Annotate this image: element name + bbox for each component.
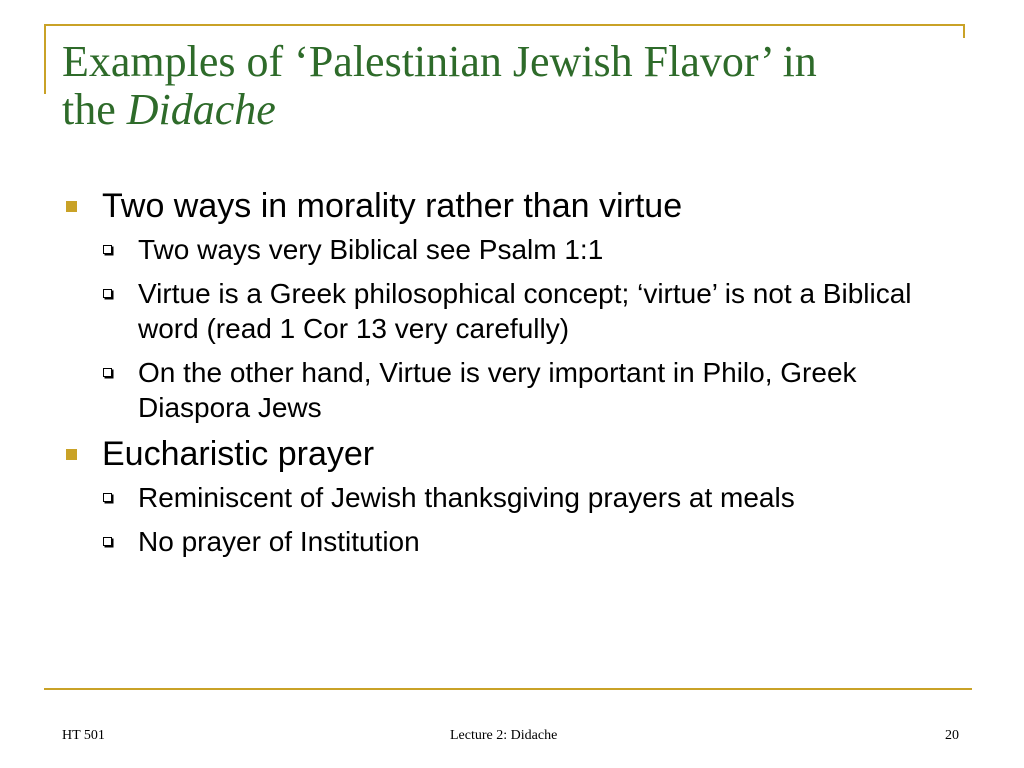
square-bullet-icon	[66, 449, 77, 460]
hollow-square-bullet-icon	[103, 537, 112, 546]
sub-bullet-item	[60, 355, 960, 425]
bullet-item	[60, 434, 960, 474]
frame-left-line	[44, 24, 46, 94]
bullet-text: Eucharistic prayer	[102, 435, 375, 473]
frame-right-line	[963, 24, 965, 38]
slide-title	[62, 38, 962, 134]
title-line-2-italic: Didache	[126, 85, 276, 134]
sub-bullet-item	[60, 232, 960, 267]
sub-bullet-text: On the other hand, Virtue is very important in Philo, Greek Diaspora Jews	[138, 357, 857, 423]
sub-bullet-text: Virtue is a Greek philosophical concept; ‘virtue’ is not a Biblical word (read 1 Cor 13 very carefully)	[138, 278, 912, 344]
footer-lecture-title: Lecture 2: Didache	[450, 728, 558, 743]
sub-bullet-item	[60, 480, 960, 515]
footer-divider	[44, 688, 972, 690]
hollow-square-bullet-icon	[103, 493, 112, 502]
hollow-square-bullet-icon	[103, 368, 112, 377]
square-bullet-icon	[66, 201, 77, 212]
hollow-square-bullet-icon	[103, 289, 112, 298]
hollow-square-bullet-icon	[103, 245, 112, 254]
title-line-2-prefix: the	[62, 85, 127, 134]
footer-slide-number: 20	[945, 728, 959, 743]
bullet-text: Two ways in morality rather than virtue	[102, 187, 683, 225]
frame-top-line	[44, 24, 964, 26]
footer-course: HT 501	[62, 728, 105, 743]
bullet-item	[60, 186, 960, 226]
sub-bullet-item	[60, 276, 960, 346]
sub-bullet-text: Reminiscent of Jewish thanksgiving prayers at meals	[138, 482, 795, 513]
sub-bullet-text: Two ways very Biblical see Psalm 1:1	[138, 234, 604, 265]
bullet-list	[60, 186, 960, 568]
title-line-1: Examples of ‘Palestinian Jewish Flavor’ in	[62, 37, 817, 86]
sub-bullet-text: No prayer of Institution	[138, 526, 420, 557]
sub-bullet-item	[60, 524, 960, 559]
